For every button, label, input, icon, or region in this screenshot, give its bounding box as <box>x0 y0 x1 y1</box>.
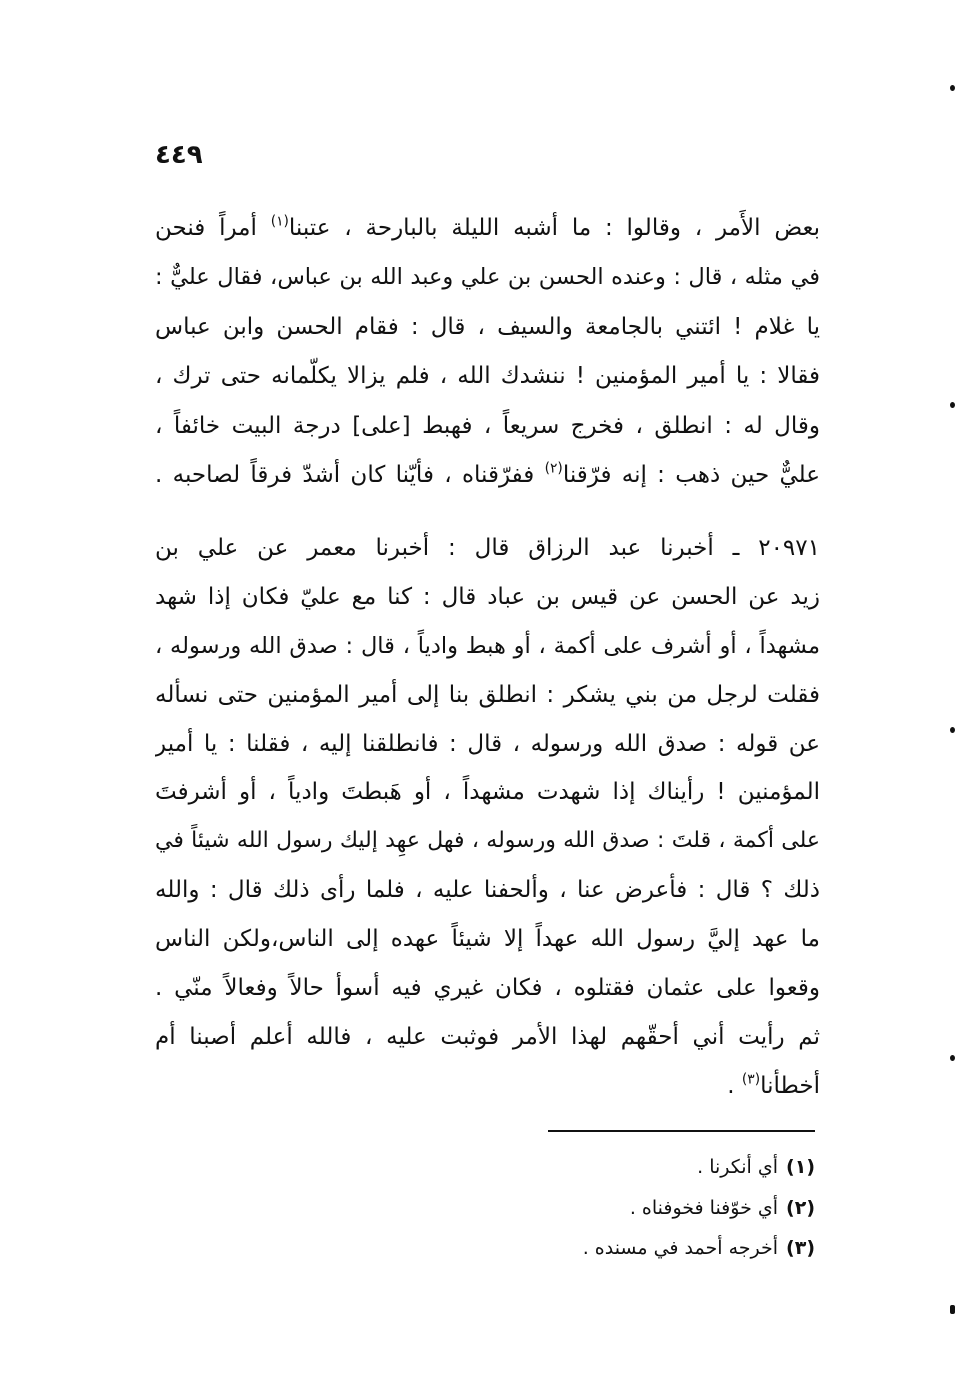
text-line: على أكمة ، قلتَ : صدق الله ورسوله ، فهل عهِد إليك رسول الله شيئاً في <box>155 828 820 854</box>
footnote <box>430 1147 815 1188</box>
footnote-text: أي أنكرنا . <box>697 1156 779 1178</box>
text-line: فقلت لرجل من بني يشكر : انطلق بنا إلى أمير المؤمنين حتى نسأله <box>155 681 820 708</box>
text-line: فقالا : يا أمير المؤمنين ! ننشدك الله ، فلم يزالا يكلّمانه حتى ترك ، <box>155 363 820 390</box>
line-segment: ففرّقناه ، فأيّنا كان أشدّ فرقاً لصاحبه . <box>155 461 545 488</box>
binding-hole-mark <box>950 1055 955 1061</box>
footnote-marker: (٣) <box>786 1237 815 1259</box>
paragraph <box>155 204 820 500</box>
line-segment: عليٌّ حين ذهب : إنه فرّقنا <box>562 461 820 488</box>
footnote-ref: (٢) <box>544 460 563 477</box>
footnotes <box>430 1147 815 1269</box>
binding-hole-mark <box>950 85 955 91</box>
footnote <box>430 1188 815 1229</box>
text-line: في مثله ، قال : وعنده الحسن بن علي وعبد الله بن عباس، فقال عليٌّ : <box>155 264 820 291</box>
line-segment: . <box>727 1072 742 1099</box>
text-line: ذلك ؟ قال : فأعرض عنا ، وألحفنا عليه ، فلما رأى ذلك قال : والله <box>155 877 820 904</box>
binding-hole-mark <box>950 402 955 408</box>
paragraph <box>155 524 820 1111</box>
footnote <box>430 1228 815 1269</box>
line-segment: بعض الأَمر ، وقالوا : ما أشبه الليلة بالبارحة ، عتبنا <box>288 215 820 241</box>
text-line: وقعوا على عثمان فقتلوه ، فكان غيري فيه أسوأ حالاً وفعالاً منّي . <box>155 975 820 1002</box>
text-line: مشهداً ، أو أشرف على أكمة ، أو هبط وادياً ، قال : صدق الله ورسوله ، <box>155 632 820 659</box>
footnote-marker: (٢) <box>786 1196 815 1219</box>
text-line <box>155 204 820 253</box>
text-line <box>155 1062 820 1111</box>
text-line <box>155 451 820 500</box>
text-line: المؤمنين ! رأيناك إذا شهدت مشهداً ، أو هَبطتَ وادياً ، أو أشرفتَ <box>155 779 820 806</box>
footnote-ref: (١) <box>270 213 289 230</box>
line-segment: أخطأنا <box>760 1072 820 1099</box>
text-line: ثم رأيت أني أحقّهم لهذا الأمر فوثبت عليه ، فالله أعلم أصبنا أم <box>155 1023 820 1050</box>
page-number: ٤٤٩ <box>155 140 203 170</box>
footnote-text: أي خوّفنا فخوفناه . <box>629 1196 779 1219</box>
text-line: ٢٠٩٧١ ـ أخبرنا عبد الرزاق قال : أخبرنا معمر عن علي بن <box>155 535 820 561</box>
text-line: يا غلام ! ائتني بالجامعة والسيف ، قال : فقام الحسن وابن عباس <box>155 313 820 340</box>
text-line: وقال له : انطلق ، فخرج سريعاً ، فهبط [على] درجة البيت خائفاً ، <box>155 412 820 439</box>
footnote-marker: (١) <box>786 1156 815 1178</box>
footnote-ref: (٣) <box>741 1071 761 1088</box>
text-line: زيد عن الحسن عن قيس بن عباد قال : كنا مع عليّ فكان إذا شهد <box>155 583 820 610</box>
text-line: ما عهد إليَّ رسول الله عهداً إلا شيئاً عهده إلى الناس،ولكن الناس <box>155 926 820 953</box>
binding-hole-mark <box>950 1305 955 1314</box>
footnote-text: أخرجه أحمد في مسنده . <box>582 1237 779 1259</box>
line-segment: أمراً فنحن <box>155 215 271 241</box>
binding-hole-mark <box>950 727 955 733</box>
text-line: عن قوله : صدق الله ورسوله ، قال : فانطلقنا إليه ، فقلنا : يا أمير <box>155 730 820 757</box>
footnote-separator <box>548 1130 815 1132</box>
